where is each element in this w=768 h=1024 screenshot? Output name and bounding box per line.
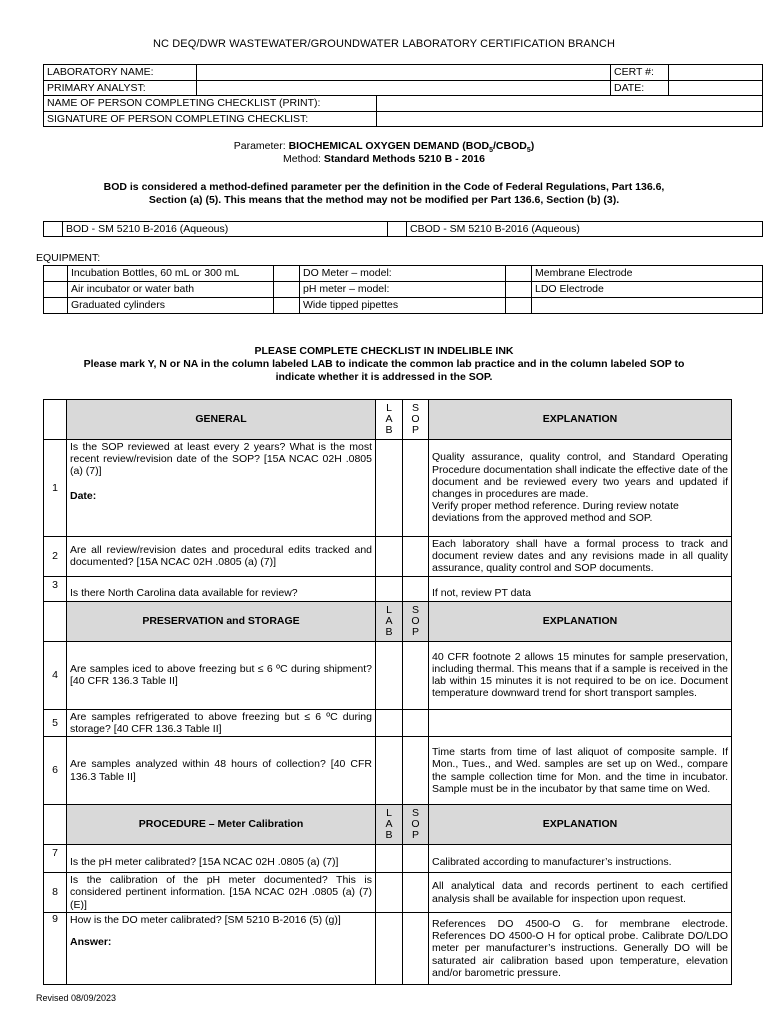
question-cell: Are all review/revision dates and procedural edits tracked and documented? [15A NCAC 02H .0805 (a) (7)] [67,537,376,577]
lab-answer-cell[interactable] [376,709,403,736]
date-field[interactable] [669,80,763,96]
primary-analyst-field[interactable] [197,80,611,96]
equipment-table [43,265,763,314]
lab-answer-cell[interactable] [376,440,403,537]
explanation-cell: Quality assurance, quality control, and Standard Operating Procedure documentation shall indicate the effective date of the document and be reviewed every two years and updated if changes in procedures are made. Verify proper method reference. During review notate deviations from the approved method and SOP. [429,440,732,537]
item-number: 1 [44,440,67,537]
equip-checkbox[interactable] [274,298,300,314]
sop-answer-cell[interactable] [403,709,429,736]
lab-answer-cell[interactable] [376,576,403,601]
sop-answer-cell[interactable] [403,913,429,985]
parameter-value: BIOCHEMICAL OXYGEN DEMAND [288,140,460,152]
question-cell: Is the SOP reviewed at least every 2 years? What is the most recent review/revision date of the SOP? [15A NCAC 02H .0805 (a) (7)] Date: [67,440,376,537]
lab-answer-cell[interactable] [376,737,403,805]
cert-label: CERT #: [611,65,669,81]
signature-field[interactable] [377,111,763,127]
explanation-column-header: EXPLANATION [429,400,732,440]
item-number: 8 [44,873,67,913]
lab-column-header: L A B [376,601,403,641]
explanation-cell: All analytical data and records pertinent to each certified analysis shall be available for inspection upon request. [429,873,732,913]
cert-field[interactable] [669,65,763,81]
question-cell: Are samples iced to above freezing but ≤ 6 ºC during shipment? [40 CFR 136.3 Table II] [67,641,376,709]
sop-answer-cell[interactable] [403,845,429,873]
lab-answer-cell[interactable] [376,641,403,709]
equip-item: Graduated cylinders [68,298,274,314]
question-cell: Are samples refrigerated to above freezing but ≤ 6 ºC during storage? [40 CFR 136.3 Table II] [67,709,376,736]
checklist-instructions: PLEASE COMPLETE CHECKLIST IN INDELIBLE INK Please mark Y, N or NA in the column labeled LAB to indicate the common lab practice and in the column labeled SOP to indicate whether it is addressed in the SOP. [83,345,685,383]
cbod-checkbox[interactable] [388,222,407,237]
equip-checkbox[interactable] [44,266,68,282]
date-answer-label: Date: [70,489,97,502]
question-cell: Is the pH meter calibrated? [15A NCAC 02H .0805 (a) (7)] [67,845,376,873]
lab-answer-cell[interactable] [376,845,403,873]
section-title-general: GENERAL [67,400,376,440]
equip-checkbox[interactable] [44,282,68,298]
answer-label: Answer: [70,936,112,949]
parameter-abbrev: $(BOD_5/CBOD_5)$ [462,140,535,155]
name-print-field[interactable] [377,96,763,112]
bod-checkbox[interactable] [44,222,63,237]
equip-item: LDO Electrode [532,282,763,298]
section-num-cell [44,601,67,641]
sop-answer-cell[interactable] [403,641,429,709]
sop-answer-cell[interactable] [403,537,429,577]
sop-column-header: S O P [403,400,429,440]
cbod-method-label: CBOD - SM 5210 B-2016 (Aqueous) [407,222,763,237]
explanation-cell: If not, review PT data [429,576,732,601]
lab-name-label: LABORATORY NAME: [44,65,197,81]
sop-column-header: S O P [403,805,429,845]
name-print-label: NAME OF PERSON COMPLETING CHECKLIST (PRINT): [44,96,377,112]
section-title-preservation: PRESERVATION and STORAGE [67,601,376,641]
equip-item: Wide tipped pipettes [300,298,506,314]
date-label: DATE: [611,80,669,96]
parameter-label: Parameter: [233,140,286,152]
explanation-cell: References DO 4500-O G. for membrane electrode. References DO 4500-O H for optical probe. Calibrate DO/LDO meter per manufacturer’s instructions. Generally DO will be saturated air calibration based upon temperature, elevation and/or barometric pressure. [429,913,732,985]
equip-checkbox[interactable] [44,298,68,314]
section-title-procedure: PROCEDURE – Meter Calibration [67,805,376,845]
sop-answer-cell[interactable] [403,737,429,805]
explanation-cell: Each laboratory shall have a formal process to track and document review dates and any revisions made in all quality assurance, quality control and SOP documents. [429,537,732,577]
equipment-label: EQUIPMENT: [36,252,101,264]
revision-footer: Revised 08/09/2023 [36,993,117,1003]
equip-item: Air incubator or water bath [68,282,274,298]
page-header-title: NC DEQ/DWR WASTEWATER/GROUNDWATER LABORATORY CERTIFICATION BRANCH [152,38,615,50]
explanation-cell: Time starts from time of last aliquot of composite sample. If Mon., Tues., and Wed. samples are set up on Wed., compare the sample collection time for Mon. and the time in incubator. Sample must be in the incubator by that same time on Wed. [429,737,732,805]
question-cell: Is there North Carolina data available for review? [67,576,376,601]
equip-checkbox[interactable] [506,282,532,298]
explanation-cell: 40 CFR footnote 2 allows 15 minutes for sample preservation, including thermal. This means that if a sample is received in the lab within 15 minutes it is not required to be on ice. Document temperature downward trend for short transport samples. [429,641,732,709]
sop-answer-cell[interactable] [403,873,429,913]
bod-definition-note: BOD is considered a method-defined parameter per the definition in the Code of Federal Regulations, Part 136.6, Section (a) (5). This means that the method may not be modified per Part 136.6, Section (b) (3). [103,181,665,206]
equip-checkbox[interactable] [506,266,532,282]
lab-column-header: L A B [376,400,403,440]
explanation-column-header: EXPLANATION [429,601,732,641]
equip-checkbox[interactable] [274,282,300,298]
section-num-cell [44,400,67,440]
equip-item: DO Meter – model: [300,266,506,282]
explanation-column-header: EXPLANATION [429,805,732,845]
explanation-cell [429,709,732,736]
lab-answer-cell[interactable] [376,913,403,985]
item-number: 4 [44,641,67,709]
equip-checkbox[interactable] [274,266,300,282]
lab-name-field[interactable] [197,65,611,81]
section-num-cell [44,805,67,845]
equip-item: Incubation Bottles, 60 mL or 300 mL [68,266,274,282]
equip-item: Membrane Electrode [532,266,763,282]
item-number: 2 [44,537,67,577]
equip-empty-cell [506,298,532,314]
question-cell: Is the calibration of the pH meter documented? This is considered pertinent information. [15A NCAC 02H .0805 (a) (7) (E)] [67,873,376,913]
equip-item: pH meter – model: [300,282,506,298]
method-label: Method: [283,153,321,165]
checklist-table [43,399,732,985]
parameter-block [0,140,768,166]
item-number: 9 [44,913,67,985]
bod-method-label: BOD - SM 5210 B-2016 (Aqueous) [63,222,388,237]
lab-answer-cell[interactable] [376,537,403,577]
primary-analyst-label: PRIMARY ANALYST: [44,80,197,96]
method-selection-table [43,221,763,237]
method-value: Standard Methods 5210 B - 2016 [323,153,485,165]
sop-answer-cell[interactable] [403,576,429,601]
sop-column-header: S O P [403,601,429,641]
lab-answer-cell[interactable] [376,873,403,913]
item-number: 3 [44,576,67,601]
item-number: 6 [44,737,67,805]
question-cell: How is the DO meter calibrated? [SM 5210 B-2016 (5) (g)] Answer: [67,913,376,985]
sop-answer-cell[interactable] [403,440,429,537]
explanation-cell: Calibrated according to manufacturer’s instructions. [429,845,732,873]
item-number: 5 [44,709,67,736]
lab-info-table [43,64,763,127]
question-cell: Are samples analyzed within 48 hours of collection? [40 CFR 136.3 Table II] [67,737,376,805]
signature-label: SIGNATURE OF PERSON COMPLETING CHECKLIST: [44,111,377,127]
equip-empty-cell [532,298,763,314]
lab-column-header: L A B [376,805,403,845]
item-number: 7 [44,845,67,873]
